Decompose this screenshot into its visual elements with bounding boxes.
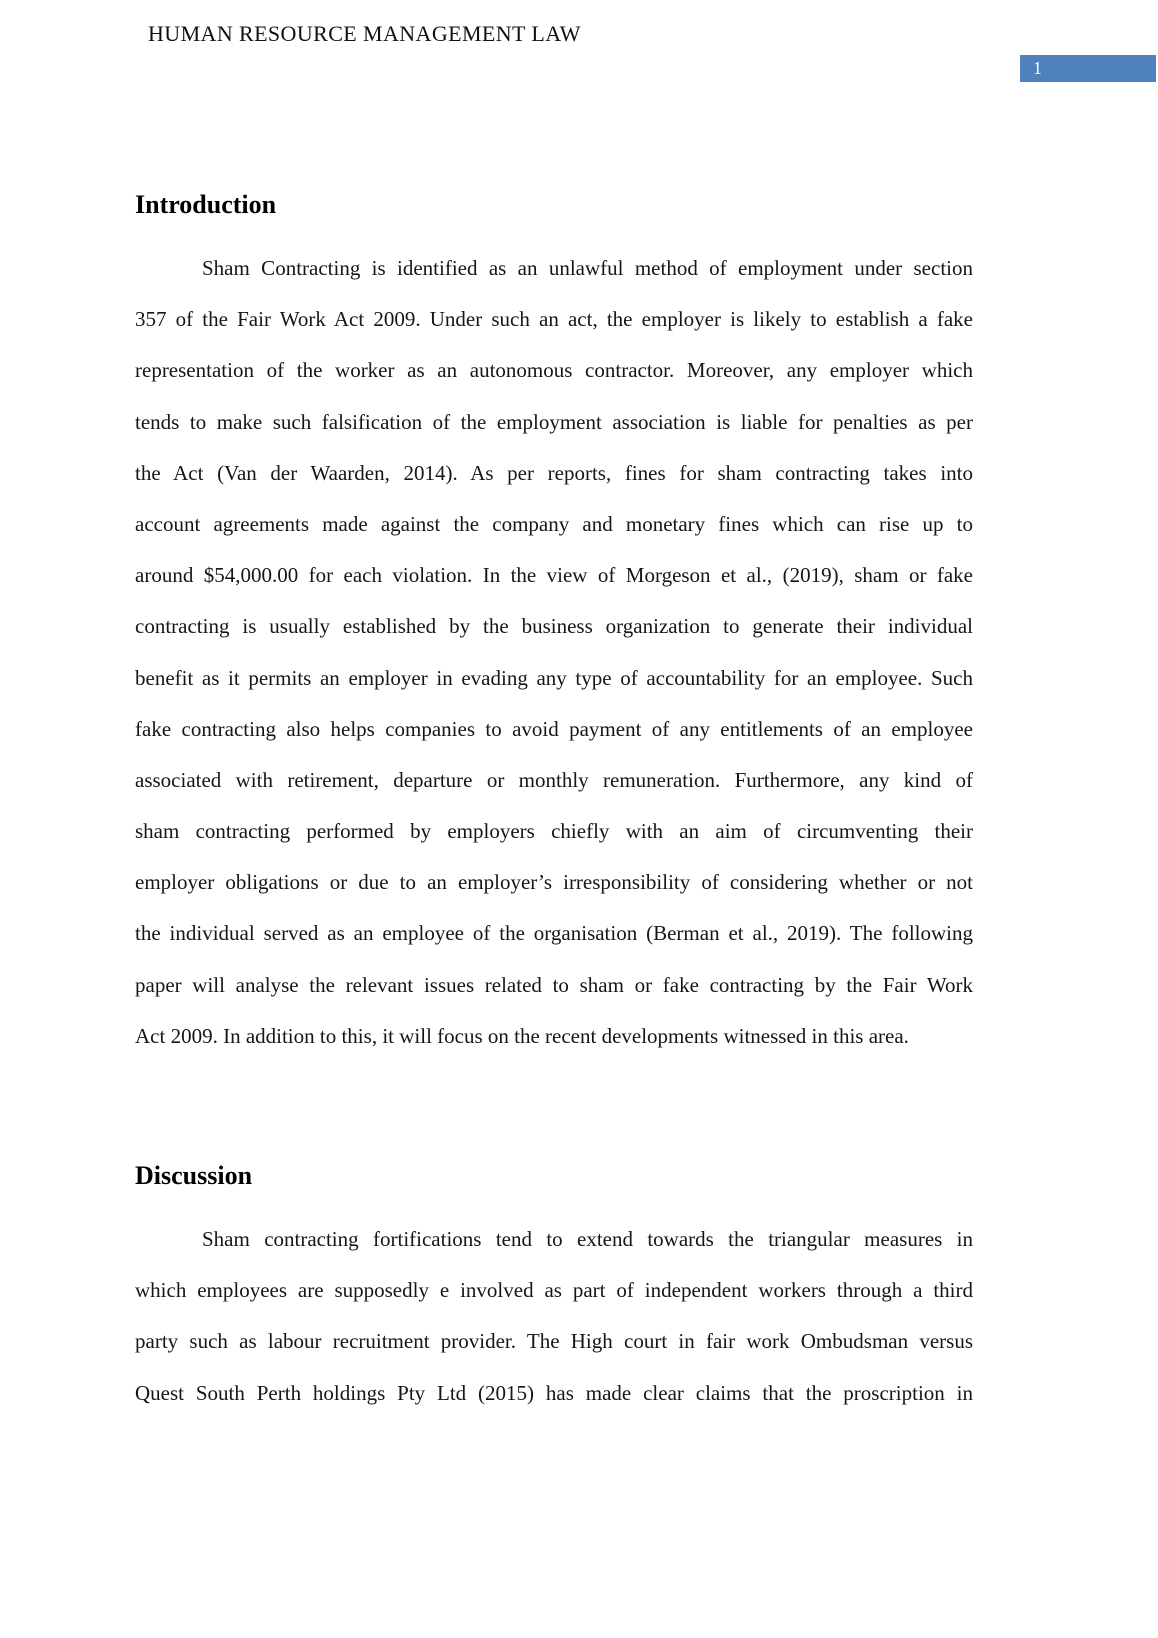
text-line: employer obligations or due to an employer’s irresponsibility of considering whether or not [135,870,973,895]
text-line: Sham contracting fortifications tend to extend towards the triangular measures in [202,1227,973,1251]
text-line: paper will analyse the relevant issues related to sham or fake contracting by the Fair Work [135,972,973,997]
text-line: contracting is usually established by the business organization to generate their individual [135,614,973,639]
text-line: fake contracting also helps companies to avoid payment of any entitlements of an employee [135,716,973,741]
text-line: tends to make such falsification of the employment association is liable for penalties as per [135,409,973,434]
text-line: account agreements made against the company and monetary fines which can rise up to [135,511,973,536]
section [135,189,973,1062]
text-line: the Act (Van der Waarden, 2014). As per reports, fines for sham contracting takes into [135,460,973,485]
text-line: benefit as it permits an employer in evading any type of accountability for an employee. Such [135,665,973,690]
text-line: party such as labour recruitment provider. The High court in fair work Ombudsman versus [135,1329,973,1354]
running-header: HUMAN RESOURCE MANAGEMENT LAW [148,21,581,46]
text-line: which employees are supposedly e involved as part of independent workers through a third [135,1278,973,1303]
text-line: associated with retirement, departure or monthly remuneration. Furthermore, any kind of [135,767,973,792]
paragraph [135,1214,973,1419]
text-line: sham contracting performed by employers chiefly with an aim of circumventing their [135,819,973,844]
section-heading: Introduction [135,190,277,219]
content [135,189,973,1419]
text-line: the individual served as an employee of the organisation (Berman et al., 2019). The following [135,921,973,946]
paragraph [135,243,973,1062]
text-line: representation of the worker as an autonomous contractor. Moreover, any employer which [135,358,973,383]
section [135,1160,973,1419]
text-line: 357 of the Fair Work Act 2009. Under such an act, the employer is likely to establish a fake [135,307,973,332]
section-heading: Discussion [135,1161,253,1190]
text-line: around $54,000.00 for each violation. In the view of Morgeson et al., (2019), sham or fake [135,563,973,588]
text-line: Quest South Perth holdings Pty Ltd (2015) has made clear claims that the proscription in [135,1380,973,1405]
text-line: Sham Contracting is identified as an unlawful method of employment under section [202,256,973,280]
text-line: Act 2009. In addition to this, it will focus on the recent developments witnessed in this area. [135,1023,909,1048]
page-number: 1 [1033,58,1042,78]
page-number-box [1020,55,1156,82]
